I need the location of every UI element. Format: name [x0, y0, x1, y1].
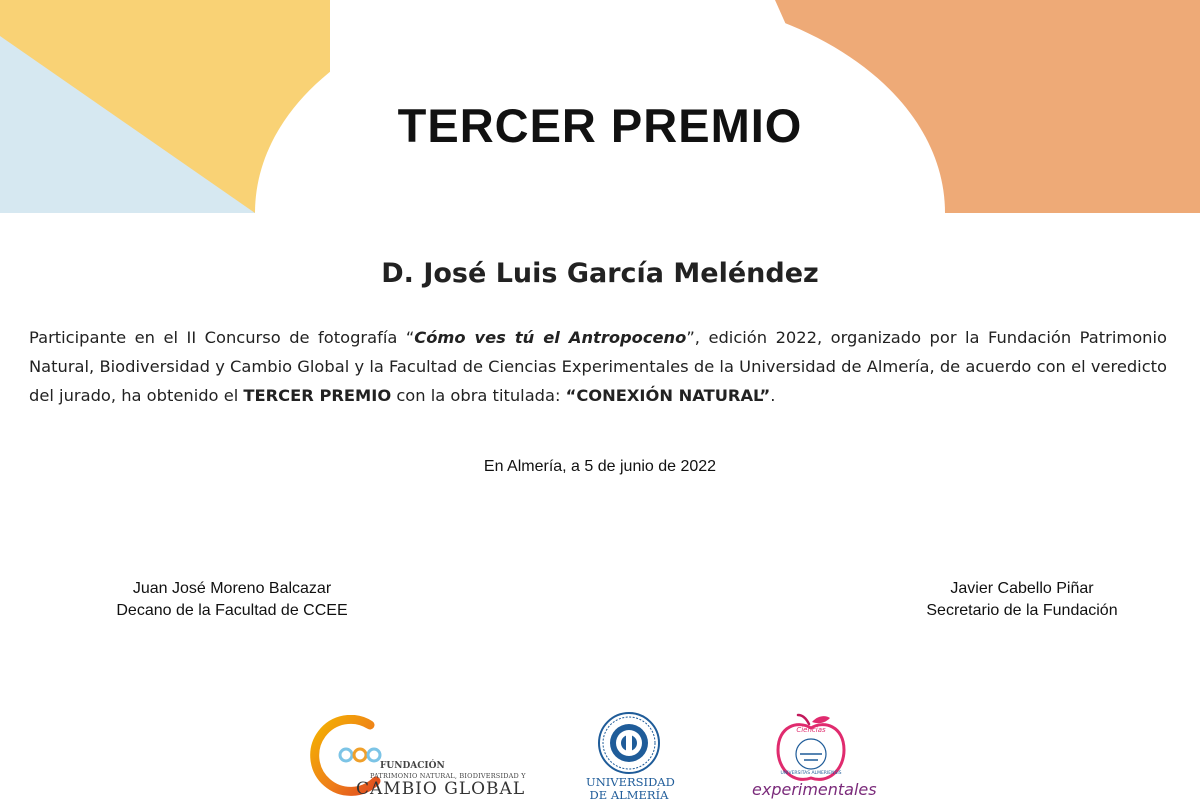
signature-dean — [82, 578, 382, 622]
ciencias-ring-text: UNIVERSITAS ALMERIENSIS — [780, 771, 842, 776]
recipient-name: D. José Luis García Meléndez — [381, 258, 819, 289]
body-text-2: ”, edición 2022, organizado por la Fundación Patrimonio Natural, Biodiversidad y Cambio Global y la Facultad de Ciencias Experimentales de la Universidad de Almería, de acuerdo con el veredicto del jurado, ha obtenido el — [29, 328, 1167, 405]
date-line: En Almería, a 5 de junio de 2022 — [483, 458, 717, 475]
signatory-role: Secretario de la Fundación — [926, 602, 1118, 619]
fundacion-line1: FUNDACIÓN — [380, 761, 445, 771]
university-seal-icon — [586, 711, 672, 777]
signatory-role: Decano de la Facultad de CCEE — [116, 602, 348, 619]
ciencias-top-text: Ciencias — [796, 726, 826, 734]
body-text-4: . — [770, 386, 776, 405]
university-line1: UNIVERSIDAD — [586, 775, 675, 789]
ciencias-bottom-text: experimentales — [752, 780, 877, 799]
signatory-name: Juan José Moreno Balcazar — [132, 580, 332, 597]
contest-name: Cómo ves tú el Antropoceno — [414, 328, 687, 347]
body-text-1: Participante en el II Concurso de fotografía “ — [29, 328, 415, 347]
signatory-name: Javier Cabello Piñar — [950, 580, 1094, 597]
ciencias-experimentales-logo — [752, 712, 877, 804]
work-title: “CONEXIÓN NATURAL” — [565, 386, 771, 405]
certificate-title: TERCER PREMIO — [397, 99, 803, 152]
fundacion-logo — [310, 715, 525, 803]
fundacion-line2: PATRIMONIO NATURAL, BIODIVERSIDAD Y — [370, 772, 526, 780]
signature-secretary — [872, 578, 1172, 622]
university-line2: DE ALMERÍA — [589, 788, 669, 802]
universidad-almeria-logo — [586, 711, 675, 803]
award-name: TERCER PREMIO — [243, 386, 392, 405]
fundacion-line3: CAMBIO GLOBAL — [356, 779, 526, 799]
body-text-3: con la obra titulada: — [391, 386, 566, 405]
certificate-body — [29, 323, 1167, 410]
